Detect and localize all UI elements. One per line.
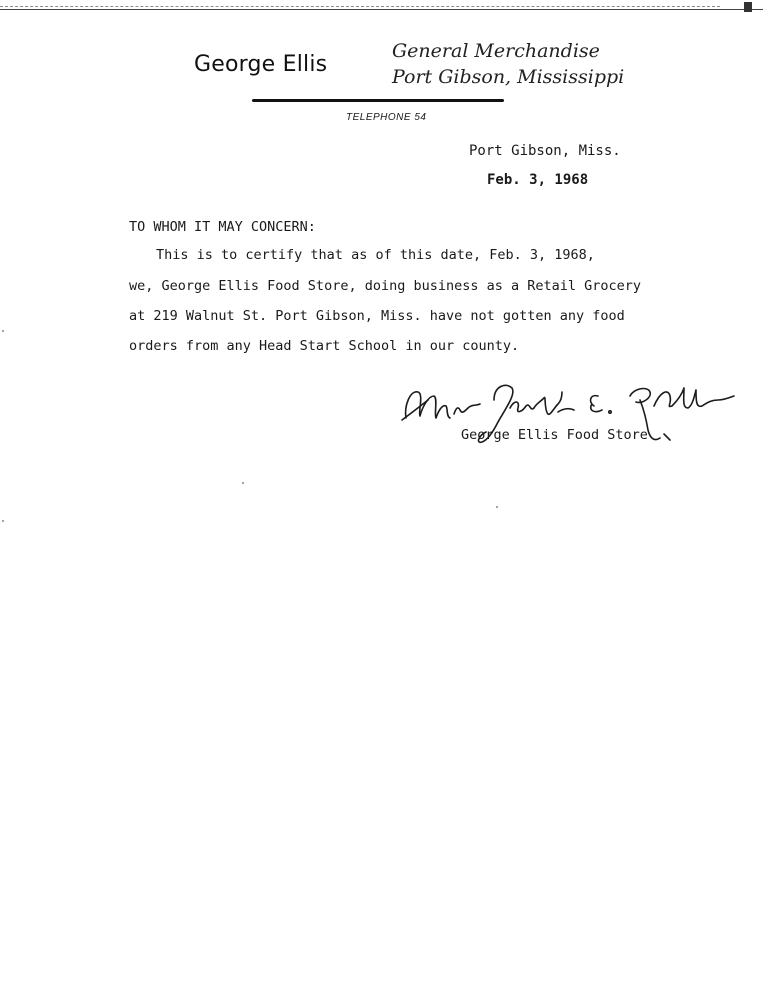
corner-scan-mark [744,2,752,12]
body-line: This is to certify that as of this date, Feb. 3, 1968, [156,247,595,263]
telephone-line: TELEPHONE 54 [346,112,427,123]
scan-speck [2,330,4,332]
scan-speck [242,482,244,484]
salutation: TO WHOM IT MAY CONCERN: [129,219,316,235]
body-line: orders from any Head Start School in our county. [129,338,520,354]
letter-date: Feb. 3, 1968 [487,172,589,188]
letter-place: Port Gibson, Miss. [469,143,621,159]
scan-speck [2,520,4,522]
letterhead-script-line-1: General Merchandise [392,40,600,62]
store-name: George Ellis [194,52,328,77]
letterhead-script-line-2: Port Gibson, Mississippi [392,66,625,88]
top-scan-edge-line [0,9,763,10]
signer-name: George Ellis Food Store [461,427,648,443]
body-line: at 219 Walnut St. Port Gibson, Miss. have not gotten any food [129,308,625,324]
top-scan-edge-dashed [0,6,720,7]
body-line: we, George Ellis Food Store, doing business as a Retail Grocery [129,278,642,294]
letterhead-divider [252,99,504,102]
scan-speck [496,506,498,508]
